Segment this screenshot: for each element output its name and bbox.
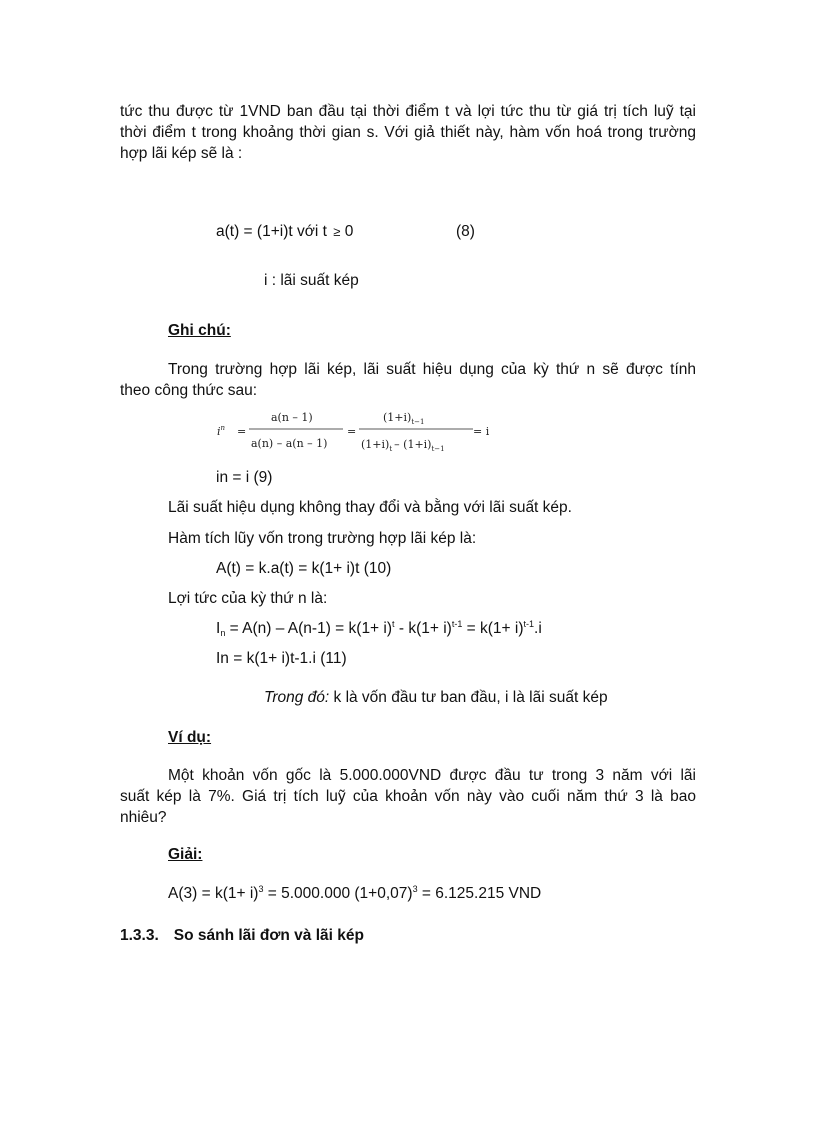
eq-in-sub-n: n bbox=[220, 628, 226, 638]
ghi-chu-heading: Ghi chú: bbox=[168, 322, 231, 339]
section-heading bbox=[120, 925, 364, 946]
eq-in-part-2: = A(n) – A(n-1) = k(1+ i) bbox=[225, 620, 393, 637]
formula-num-1: a(n – 1) bbox=[271, 411, 313, 424]
section-title: So sánh lãi đơn và lãi kép bbox=[173, 927, 364, 944]
giai-sup-1: 3 bbox=[258, 884, 264, 894]
section-number: 1.3.3. bbox=[120, 927, 159, 944]
eq-in-sup-t-1b: t-1 bbox=[523, 619, 535, 629]
formula-eq-1: = bbox=[237, 425, 247, 438]
equation-10: A(t) = k.a(t) = k(1+ i)t (10) bbox=[216, 560, 392, 577]
giai-sup-2: 3 bbox=[412, 884, 418, 894]
formula-den-2: $(1+i)_t - (1+i)_{t-1}$ bbox=[361, 438, 445, 453]
giai-heading: Giải: bbox=[168, 846, 203, 863]
eq-in-part-4: = k(1+ i) bbox=[462, 620, 524, 637]
vi-du-line-2: suất kép là 7%. Giá trị tích luỹ của khoản vốn này vào cuối năm thứ 3 là bao bbox=[120, 788, 696, 805]
equation-8-label: (8) bbox=[456, 223, 475, 240]
giai-equation bbox=[168, 883, 541, 904]
vi-du-heading: Ví dụ: bbox=[168, 729, 212, 746]
equation-9: in = i (9) bbox=[216, 469, 273, 486]
trong-do-text: k là vốn đầu tư ban đầu, i là lãi suất kép bbox=[329, 689, 608, 706]
equation-interest-n bbox=[216, 618, 542, 639]
formula-eq-2: = bbox=[347, 425, 357, 438]
equation-8-note: i : lãi suất kép bbox=[264, 272, 359, 289]
giai-part-2: = 5.000.000 (1+0,07) bbox=[263, 885, 413, 902]
statement-accumulation-function: Hàm tích lũy vốn trong trường hợp lãi kép là: bbox=[168, 530, 477, 547]
trong-do-line bbox=[264, 687, 608, 708]
intro-line-3: hợp lãi kép sẽ là : bbox=[120, 145, 243, 162]
equation-8-zero: 0 bbox=[344, 223, 354, 240]
intro-line-2: thời điểm t trong khoảng thời gian s. Với giả thiết này, hàm vốn hoá trong trường bbox=[120, 124, 696, 141]
eq-in-part-3: - k(1+ i) bbox=[394, 620, 452, 637]
ghi-chu-paragraph bbox=[120, 359, 696, 401]
intro-paragraph bbox=[120, 101, 696, 164]
ghi-chu-line-1: Trong trường hợp lãi kép, lãi suất hiệu dụng của kỳ thứ n sẽ được tính bbox=[168, 361, 696, 378]
effective-rate-formula bbox=[215, 405, 490, 457]
giai-part-3: = 6.125.215 VND bbox=[417, 885, 542, 902]
eq-in-part-1: I bbox=[216, 620, 221, 637]
eq-in-sup-t-1a: t-1 bbox=[451, 619, 463, 629]
formula-lhs: $i^n$ bbox=[217, 424, 226, 438]
statement-constant-rate: Lãi suất hiệu dụng không thay đổi và bằng với lãi suất kép. bbox=[168, 499, 572, 516]
formula-num-2: $(1+i)_{t-1}$ bbox=[383, 411, 425, 426]
geq-symbol: ≥ bbox=[333, 224, 341, 239]
equation-8-formula: a(t) = (1+i)t với t bbox=[216, 223, 327, 240]
vi-du-line-3: nhiêu? bbox=[120, 809, 167, 826]
vi-du-paragraph bbox=[120, 765, 696, 828]
eq-in-sup-t: t bbox=[392, 619, 395, 629]
eq-in-part-5: .i bbox=[534, 620, 542, 637]
intro-line-1: tức thu được từ 1VND ban đầu tại thời điểm t và lợi tức thu từ giá trị tích luỹ tại bbox=[120, 103, 696, 120]
formula-rhs: = i bbox=[473, 425, 490, 438]
formula-den-1: a(n) – a(n – 1) bbox=[251, 437, 328, 450]
trong-do-label: Trong đó: bbox=[264, 689, 330, 706]
vi-du-line-1: Một khoản vốn gốc là 5.000.000VND được đầu tư trong 3 năm với lãi bbox=[168, 767, 696, 784]
ghi-chu-line-2: theo công thức sau: bbox=[120, 382, 258, 399]
giai-part-1: A(3) = k(1+ i) bbox=[168, 885, 259, 902]
statement-interest-period: Lợi tức của kỳ thứ n là: bbox=[168, 590, 328, 607]
equation-11: In = k(1+ i)t-1.i (11) bbox=[216, 650, 347, 667]
